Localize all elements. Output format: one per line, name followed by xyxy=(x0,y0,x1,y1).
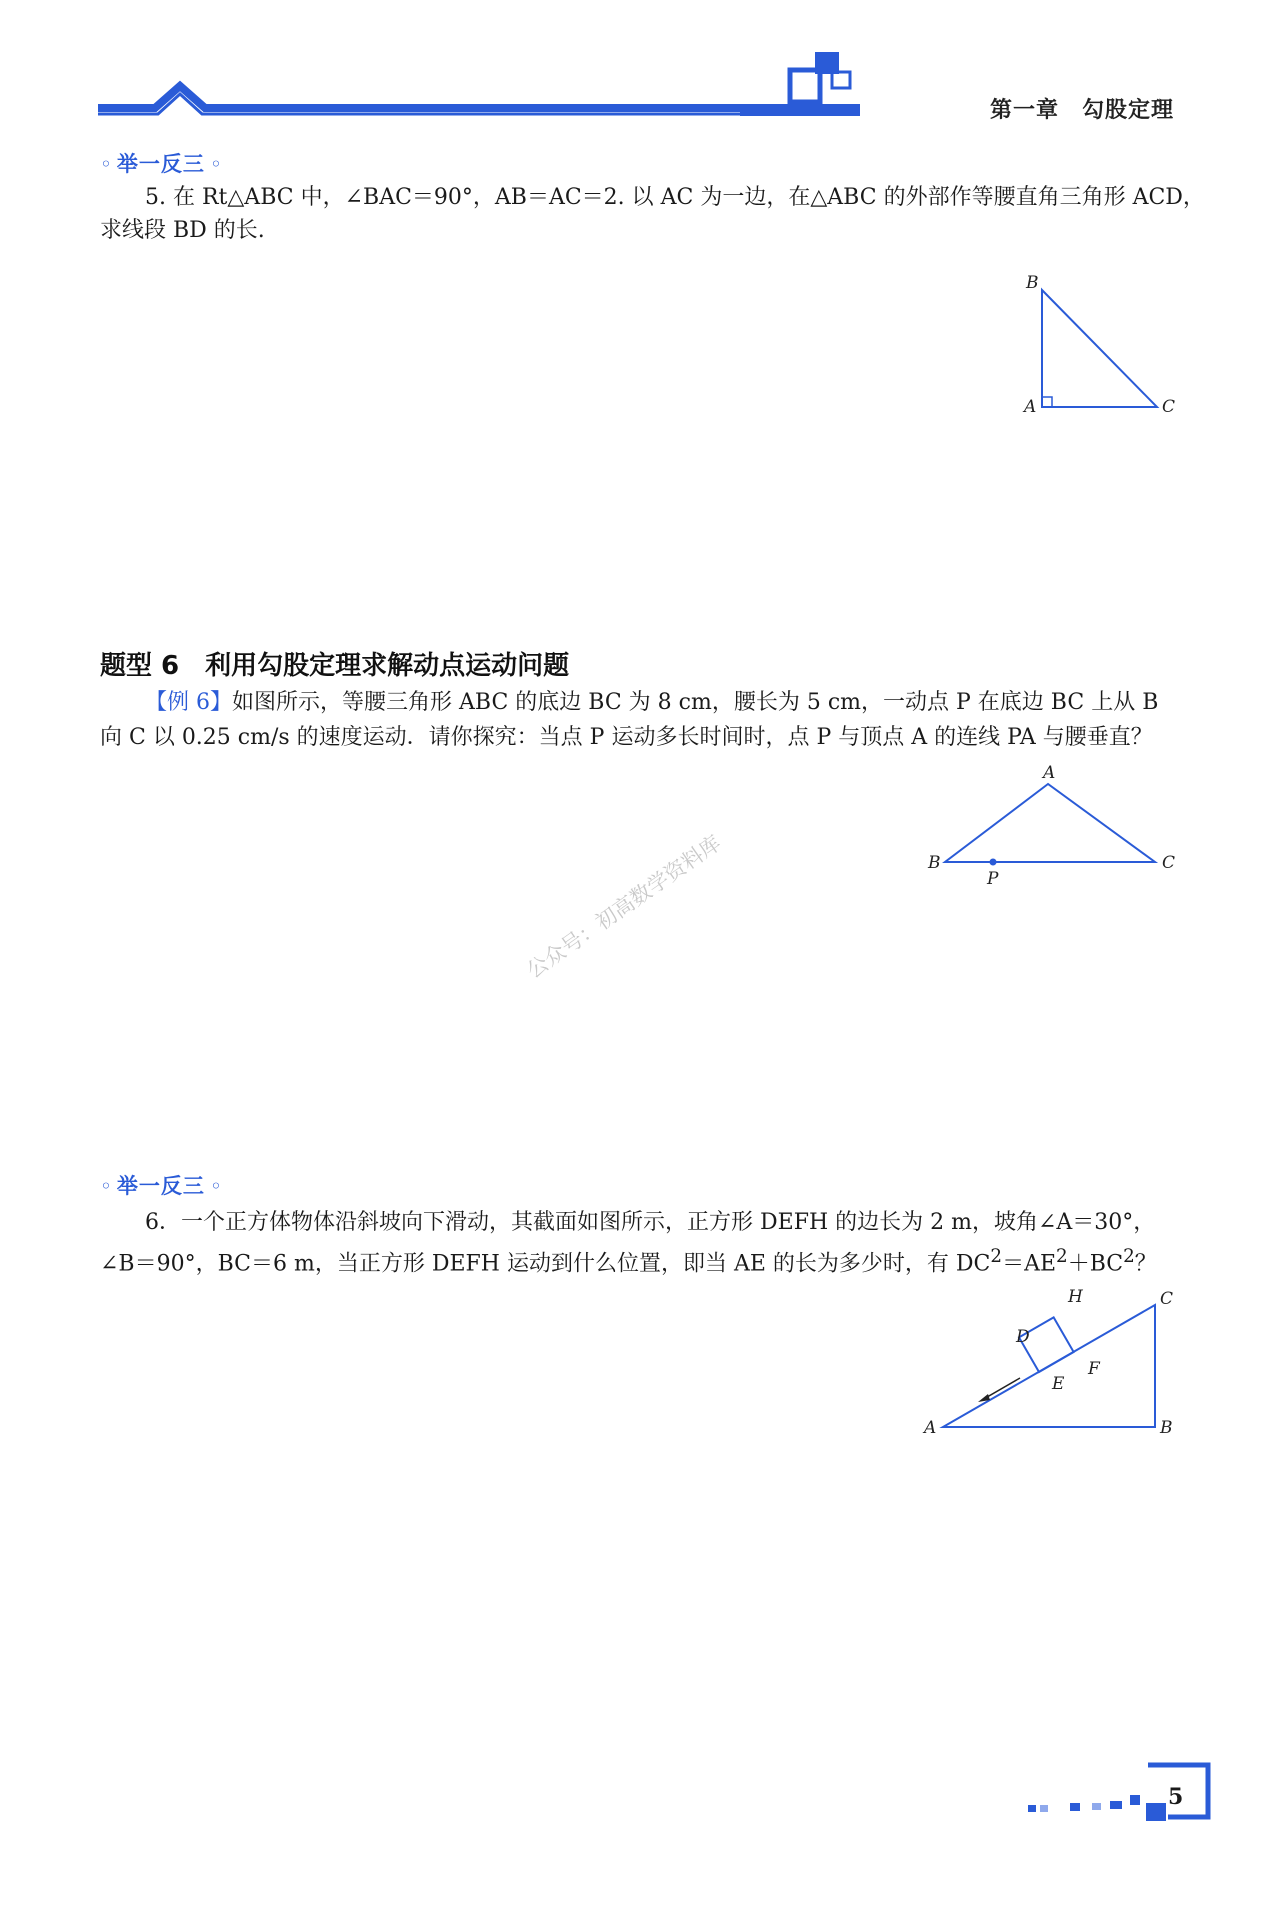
problem-6-text-d: ？ xyxy=(1134,1251,1157,1277)
problem-6-text-c: ＋BC xyxy=(1067,1251,1124,1277)
example-6-line-1 xyxy=(145,683,1205,722)
fig2-label-a: A xyxy=(1043,763,1056,783)
practice-tag-2: ◦ 举一反三 ◦ xyxy=(100,1174,222,1198)
fig2-label-b: B xyxy=(928,853,941,873)
problem-6-text-b: ＝AE xyxy=(1002,1251,1057,1277)
figure-isosceles-triangle xyxy=(920,760,1180,890)
fig2-label-p: P xyxy=(987,869,999,889)
sup-2: 2 xyxy=(1056,1246,1068,1267)
problem-6-text-a: ∠B＝90°，BC＝6 m，当正方形 DEFH 运动到什么位置，即当 AE 的长为多少时，有 DC xyxy=(100,1251,991,1277)
figure-slope-square xyxy=(920,1280,1190,1450)
practice-tag: ◦ 举一反三 ◦ xyxy=(100,152,222,176)
figure-right-triangle xyxy=(1010,270,1210,420)
fig1-label-a: A xyxy=(1024,397,1037,417)
fig3-label-b: B xyxy=(1160,1418,1173,1438)
problem-5-line-2: 求线段 BD 的长. xyxy=(100,218,265,243)
fig3-label-f: F xyxy=(1088,1359,1100,1379)
fig3-label-h: H xyxy=(1068,1287,1083,1307)
fig3-label-c: C xyxy=(1160,1289,1174,1309)
fig2-label-c: C xyxy=(1162,853,1176,873)
fig3-label-a: A xyxy=(924,1418,937,1438)
fig1-label-c: C xyxy=(1162,397,1176,417)
example-label: 【例 6】 xyxy=(145,690,232,715)
practice-tag-2-label: 举一反三 xyxy=(116,1174,205,1198)
fig3-label-d: D xyxy=(1016,1327,1030,1347)
footer-decoration xyxy=(1000,1755,1230,1845)
watermark: 公众号：初高数学资料库 xyxy=(522,830,726,983)
example-6-text-1: 如图所示，等腰三角形 ABC 的底边 BC 为 8 cm，腰长为 5 cm，一动点 P 在底边 BC 上从 B xyxy=(232,690,1159,715)
example-6-line-2: 向 C 以 0.25 cm/s 的速度运动．请你探究：当点 P 运动多长时间时，点 P 与顶点 A 的连线 PA 与腰垂直？ xyxy=(100,725,1153,750)
sup-3: 2 xyxy=(1123,1246,1135,1267)
section-heading: 题型 6 利用勾股定理求解动点运动问题 xyxy=(100,651,570,681)
chapter-title: 第一章 勾股定理 xyxy=(990,98,1175,123)
problem-5-line-1: 5. 在 Rt△ABC 中，∠BAC＝90°，AB＝AC＝2. 以 AC 为一边，在△ABC 的外部作等腰直角三角形 ACD， xyxy=(145,185,1205,210)
problem-6-line-1: 6．一个正方体物体沿斜坡向下滑动，其截面如图所示，正方形 DEFH 的边长为 2 m，坡角∠A＝30°， xyxy=(145,1210,1156,1235)
problem-6-line-2 xyxy=(100,1237,1210,1283)
sup-1: 2 xyxy=(990,1246,1003,1267)
practice-tag-label: 举一反三 xyxy=(116,152,205,176)
fig3-label-e: E xyxy=(1052,1374,1065,1394)
fig1-label-b: B xyxy=(1026,273,1039,293)
page-number: 5 xyxy=(1168,1784,1184,1810)
